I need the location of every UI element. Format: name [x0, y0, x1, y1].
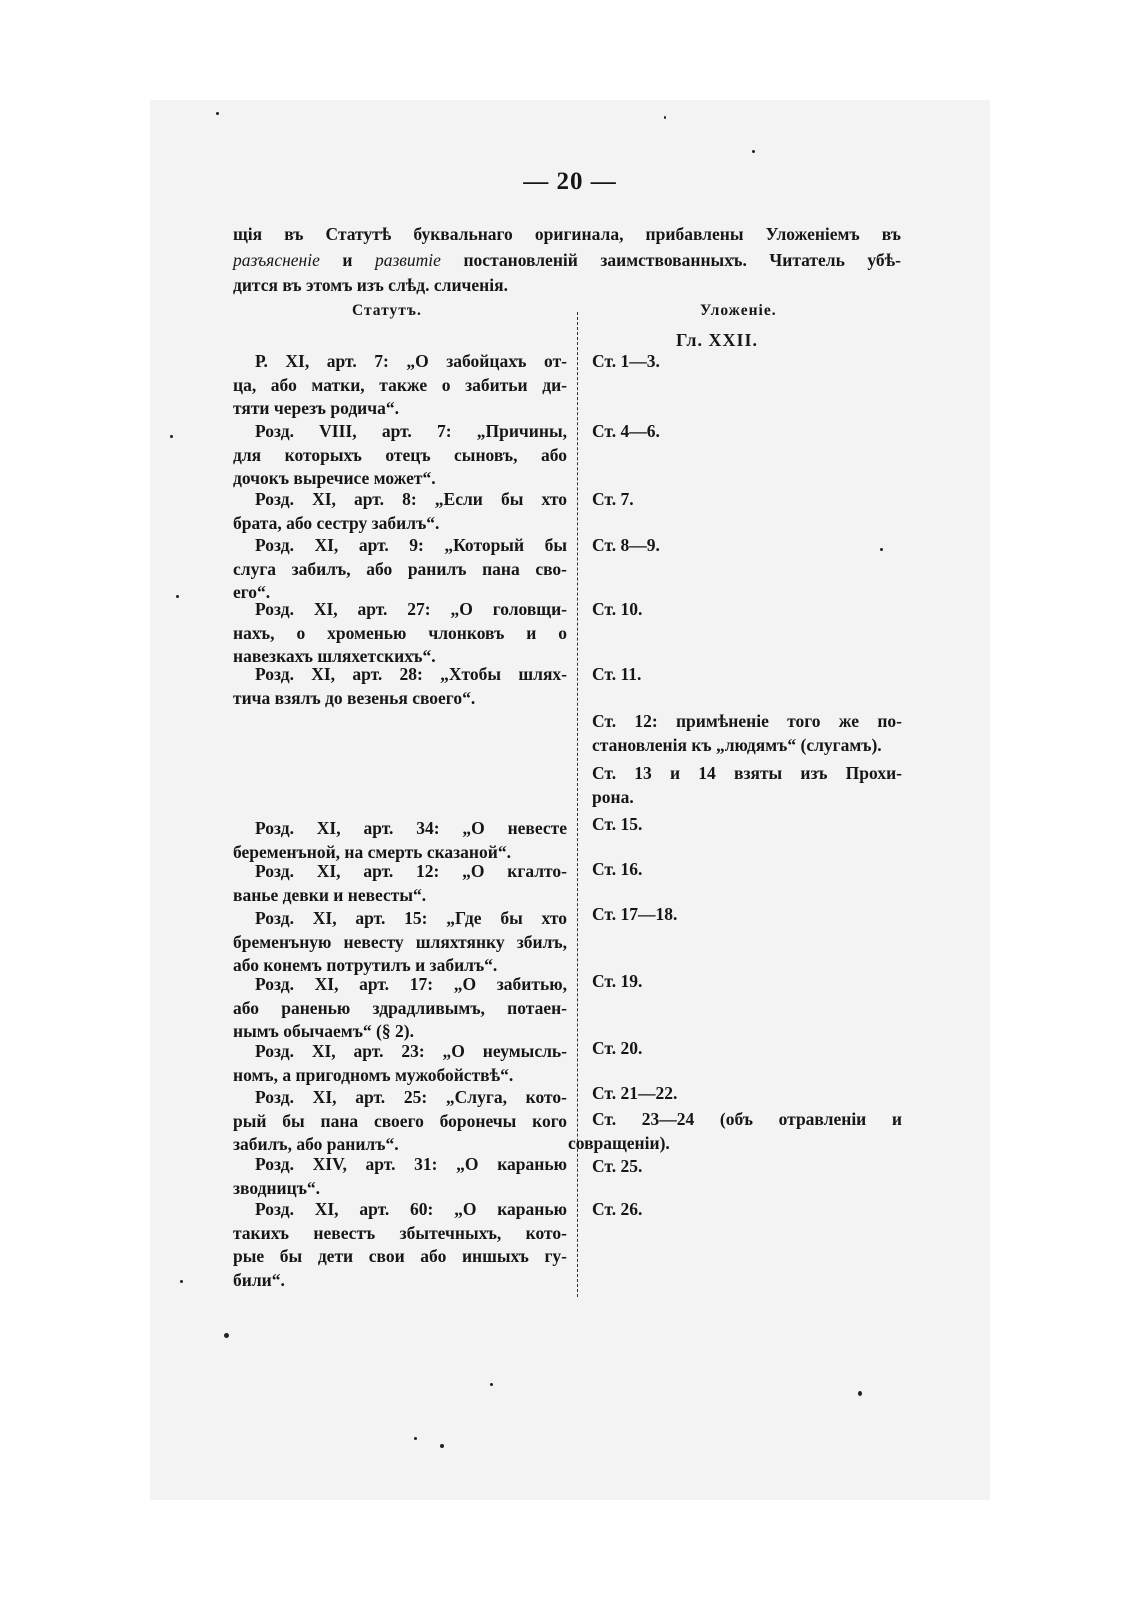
- ulozhenie-entry: [592, 534, 902, 558]
- entry-line: зводницъ“.: [233, 1177, 321, 1198]
- entry-line: Ст. 25.: [592, 1156, 643, 1176]
- entry-line: Ст. 17—18.: [592, 904, 678, 924]
- entry-line: Ст. 26.: [592, 1199, 643, 1219]
- intro-line: [233, 248, 901, 274]
- ulozhenie-entry: [592, 663, 902, 687]
- entry-line: навезкахъ шляхетскихъ“.: [233, 646, 436, 666]
- ulozhenie-entry: [592, 762, 902, 809]
- ulozhenie-entry: [592, 350, 902, 374]
- entry-line: Розд. XI, арт. 9: „Который бы: [255, 535, 567, 555]
- entry-line: Ст. 12: примѣненіе того же по-: [592, 711, 902, 731]
- entry-line: Ст. 23—24 (объ отравленіи и: [592, 1109, 902, 1129]
- statut-entry: [233, 907, 567, 978]
- ulozhenie-entry: [592, 1155, 902, 1179]
- entry-line: рые бы дети свои або иншыхъ гу-: [233, 1246, 567, 1266]
- entry-line: Ст. 15.: [592, 814, 643, 834]
- entry-line: Розд. XI, арт. 25: „Слуга, кото-: [255, 1087, 567, 1107]
- chapter-heading: Гл. XXII.: [676, 330, 759, 350]
- entry-line: номъ, а пригодномъ мужобойствѣ“.: [233, 1064, 514, 1085]
- statut-entry: [233, 1040, 567, 1087]
- left-column-heading: Статутъ.: [352, 302, 422, 319]
- ulozhenie-entry: [592, 710, 902, 757]
- statut-entry: [233, 817, 567, 864]
- entry-line: Ст. 20.: [592, 1038, 643, 1058]
- emphasis-text: разъясненіе: [233, 249, 320, 270]
- scan-speck: [752, 150, 755, 153]
- ulozhenie-entry: [592, 488, 902, 512]
- scan-speck: [880, 548, 883, 551]
- entry-line: Розд. VIII, арт. 7: „Причины,: [255, 421, 567, 441]
- scan-speck: [224, 1333, 229, 1338]
- entry-line: такихъ невестъ збытечныхъ, кото-: [233, 1222, 567, 1243]
- entry-line: Ст. 10.: [592, 599, 643, 619]
- entry-line: рый бы пана своего боронечы кого: [233, 1110, 567, 1131]
- intro-line: [233, 222, 901, 248]
- statut-entry: [233, 1086, 567, 1157]
- scan-speck: [170, 435, 173, 438]
- entry-line: Розд. XI, арт. 34: „О невесте: [255, 818, 567, 838]
- entry-line: Розд. XI, арт. 28: „Хтобы шлях-: [255, 664, 567, 684]
- entry-line: Розд. XI, арт. 15: „Где бы хто: [255, 908, 567, 928]
- scan-speck: [664, 116, 666, 119]
- entry-line: нымъ обычаемъ“ (§ 2).: [233, 1021, 414, 1041]
- scan-speck: [176, 595, 179, 598]
- entry-line: брата, або сестру забилъ“.: [233, 512, 440, 533]
- entry-line: або конемъ потрутилъ и забилъ“.: [233, 955, 498, 975]
- entry-line: Ст. 13 и 14 взяты изъ Прохи-: [592, 763, 902, 783]
- scan-speck: [180, 1280, 183, 1283]
- statut-entry: [233, 860, 567, 907]
- intro-text: дится въ этомъ изъ слѣд. сличенія.: [233, 275, 508, 295]
- entry-line: дочокъ выречисе может“.: [233, 468, 436, 488]
- entry-line: Розд. XIV, арт. 31: „О каранью: [255, 1154, 567, 1174]
- entry-line: бременъную невесту шляхтянку збилъ,: [233, 931, 567, 952]
- entry-line: Розд. XI, арт. 27: „О головщи-: [255, 599, 567, 619]
- entry-line: Розд. XI, арт. 23: „О неумысль-: [255, 1041, 567, 1061]
- scan-speck: [414, 1437, 417, 1440]
- ulozhenie-entry: [592, 420, 902, 444]
- ulozhenie-entry: [592, 813, 902, 837]
- ulozhenie-entry: [592, 1198, 902, 1222]
- entry-line: Р. XI, арт. 7: „О забойцахъ от-: [255, 351, 567, 371]
- statut-entry: [233, 350, 567, 421]
- ulozhenie-entry: [592, 858, 902, 882]
- statut-entry: [233, 488, 567, 535]
- ulozhenie-entry: [592, 1037, 902, 1061]
- scan-speck: [490, 1383, 493, 1386]
- entry-line: Ст. 7.: [592, 489, 634, 509]
- statut-entry: [233, 1153, 567, 1200]
- entry-line: совращеніи).: [568, 1132, 670, 1153]
- entry-line: для которыхъ отецъ сыновъ, або: [233, 444, 567, 465]
- statut-entry: [233, 598, 567, 669]
- entry-line: слуга забилъ, або ранилъ пана сво-: [233, 558, 567, 579]
- statut-entry: [233, 420, 567, 491]
- intro-line: [233, 273, 901, 299]
- entry-line: беременъной, на смерть сказаной“.: [233, 841, 511, 862]
- entry-line: Ст. 21—22.: [592, 1083, 678, 1103]
- right-column-heading: Уложеніе.: [700, 302, 777, 319]
- entry-line: Ст. 8—9.: [592, 535, 660, 555]
- entry-line: тяти черезъ родича“.: [233, 398, 399, 418]
- entry-line: Ст. 1—3.: [592, 351, 660, 371]
- entry-line: Ст. 11.: [592, 664, 642, 684]
- scan-speck: [216, 112, 219, 115]
- statut-entry: [233, 534, 567, 605]
- intro-text: щія въ Статутѣ буквальнаго оригинала, прибавлены Уложеніемъ въ: [233, 224, 901, 244]
- statut-entry: [233, 973, 567, 1044]
- intro-text: и: [319, 249, 375, 270]
- entry-line: Розд. XI, арт. 60: „О каранью: [255, 1199, 567, 1219]
- entry-line: Ст. 19.: [592, 971, 643, 991]
- entry-line: рона.: [592, 786, 634, 807]
- ulozhenie-entry: [592, 1082, 902, 1106]
- intro-paragraph: [233, 222, 901, 299]
- entry-line: били“.: [233, 1269, 285, 1290]
- emphasis-text: развитіе: [374, 249, 441, 270]
- statut-entry: [233, 663, 567, 710]
- entry-line: его“.: [233, 582, 271, 602]
- scan-speck: [440, 1444, 444, 1448]
- entry-line: ца, або матки, также о забитьи ди-: [233, 374, 567, 395]
- entry-line: ванье девки и невесты“.: [233, 884, 427, 905]
- intro-text: постановленій заимствованныхъ. Читатель убѣ-: [440, 249, 901, 270]
- entry-line: або раненью здрадливымъ, потаен-: [233, 997, 567, 1018]
- ulozhenie-entry: [592, 970, 902, 994]
- entry-line: Розд. XI, арт. 17: „О забитью,: [255, 974, 567, 994]
- entry-line: нахъ, о хроменью члонковъ и о: [233, 622, 567, 643]
- ulozhenie-entry: [592, 598, 902, 622]
- entry-line: забилъ, або ранилъ“.: [233, 1134, 399, 1154]
- ulozhenie-entry: [568, 1108, 902, 1155]
- entry-line: Ст. 4—6.: [592, 421, 660, 441]
- entry-line: Розд. XI, арт. 12: „О кгалто-: [255, 861, 567, 881]
- page-number: — 20 —: [523, 168, 617, 195]
- ulozhenie-entry: [592, 903, 902, 927]
- entry-line: становленія къ „людямъ“ (слугамъ).: [592, 734, 882, 755]
- entry-line: Ст. 16.: [592, 859, 643, 879]
- entry-line: тича взялъ до везенья своего“.: [233, 687, 476, 708]
- scan-speck: [858, 1391, 862, 1396]
- statut-entry: [233, 1198, 567, 1292]
- entry-line: Розд. XI, арт. 8: „Если бы хто: [255, 489, 567, 509]
